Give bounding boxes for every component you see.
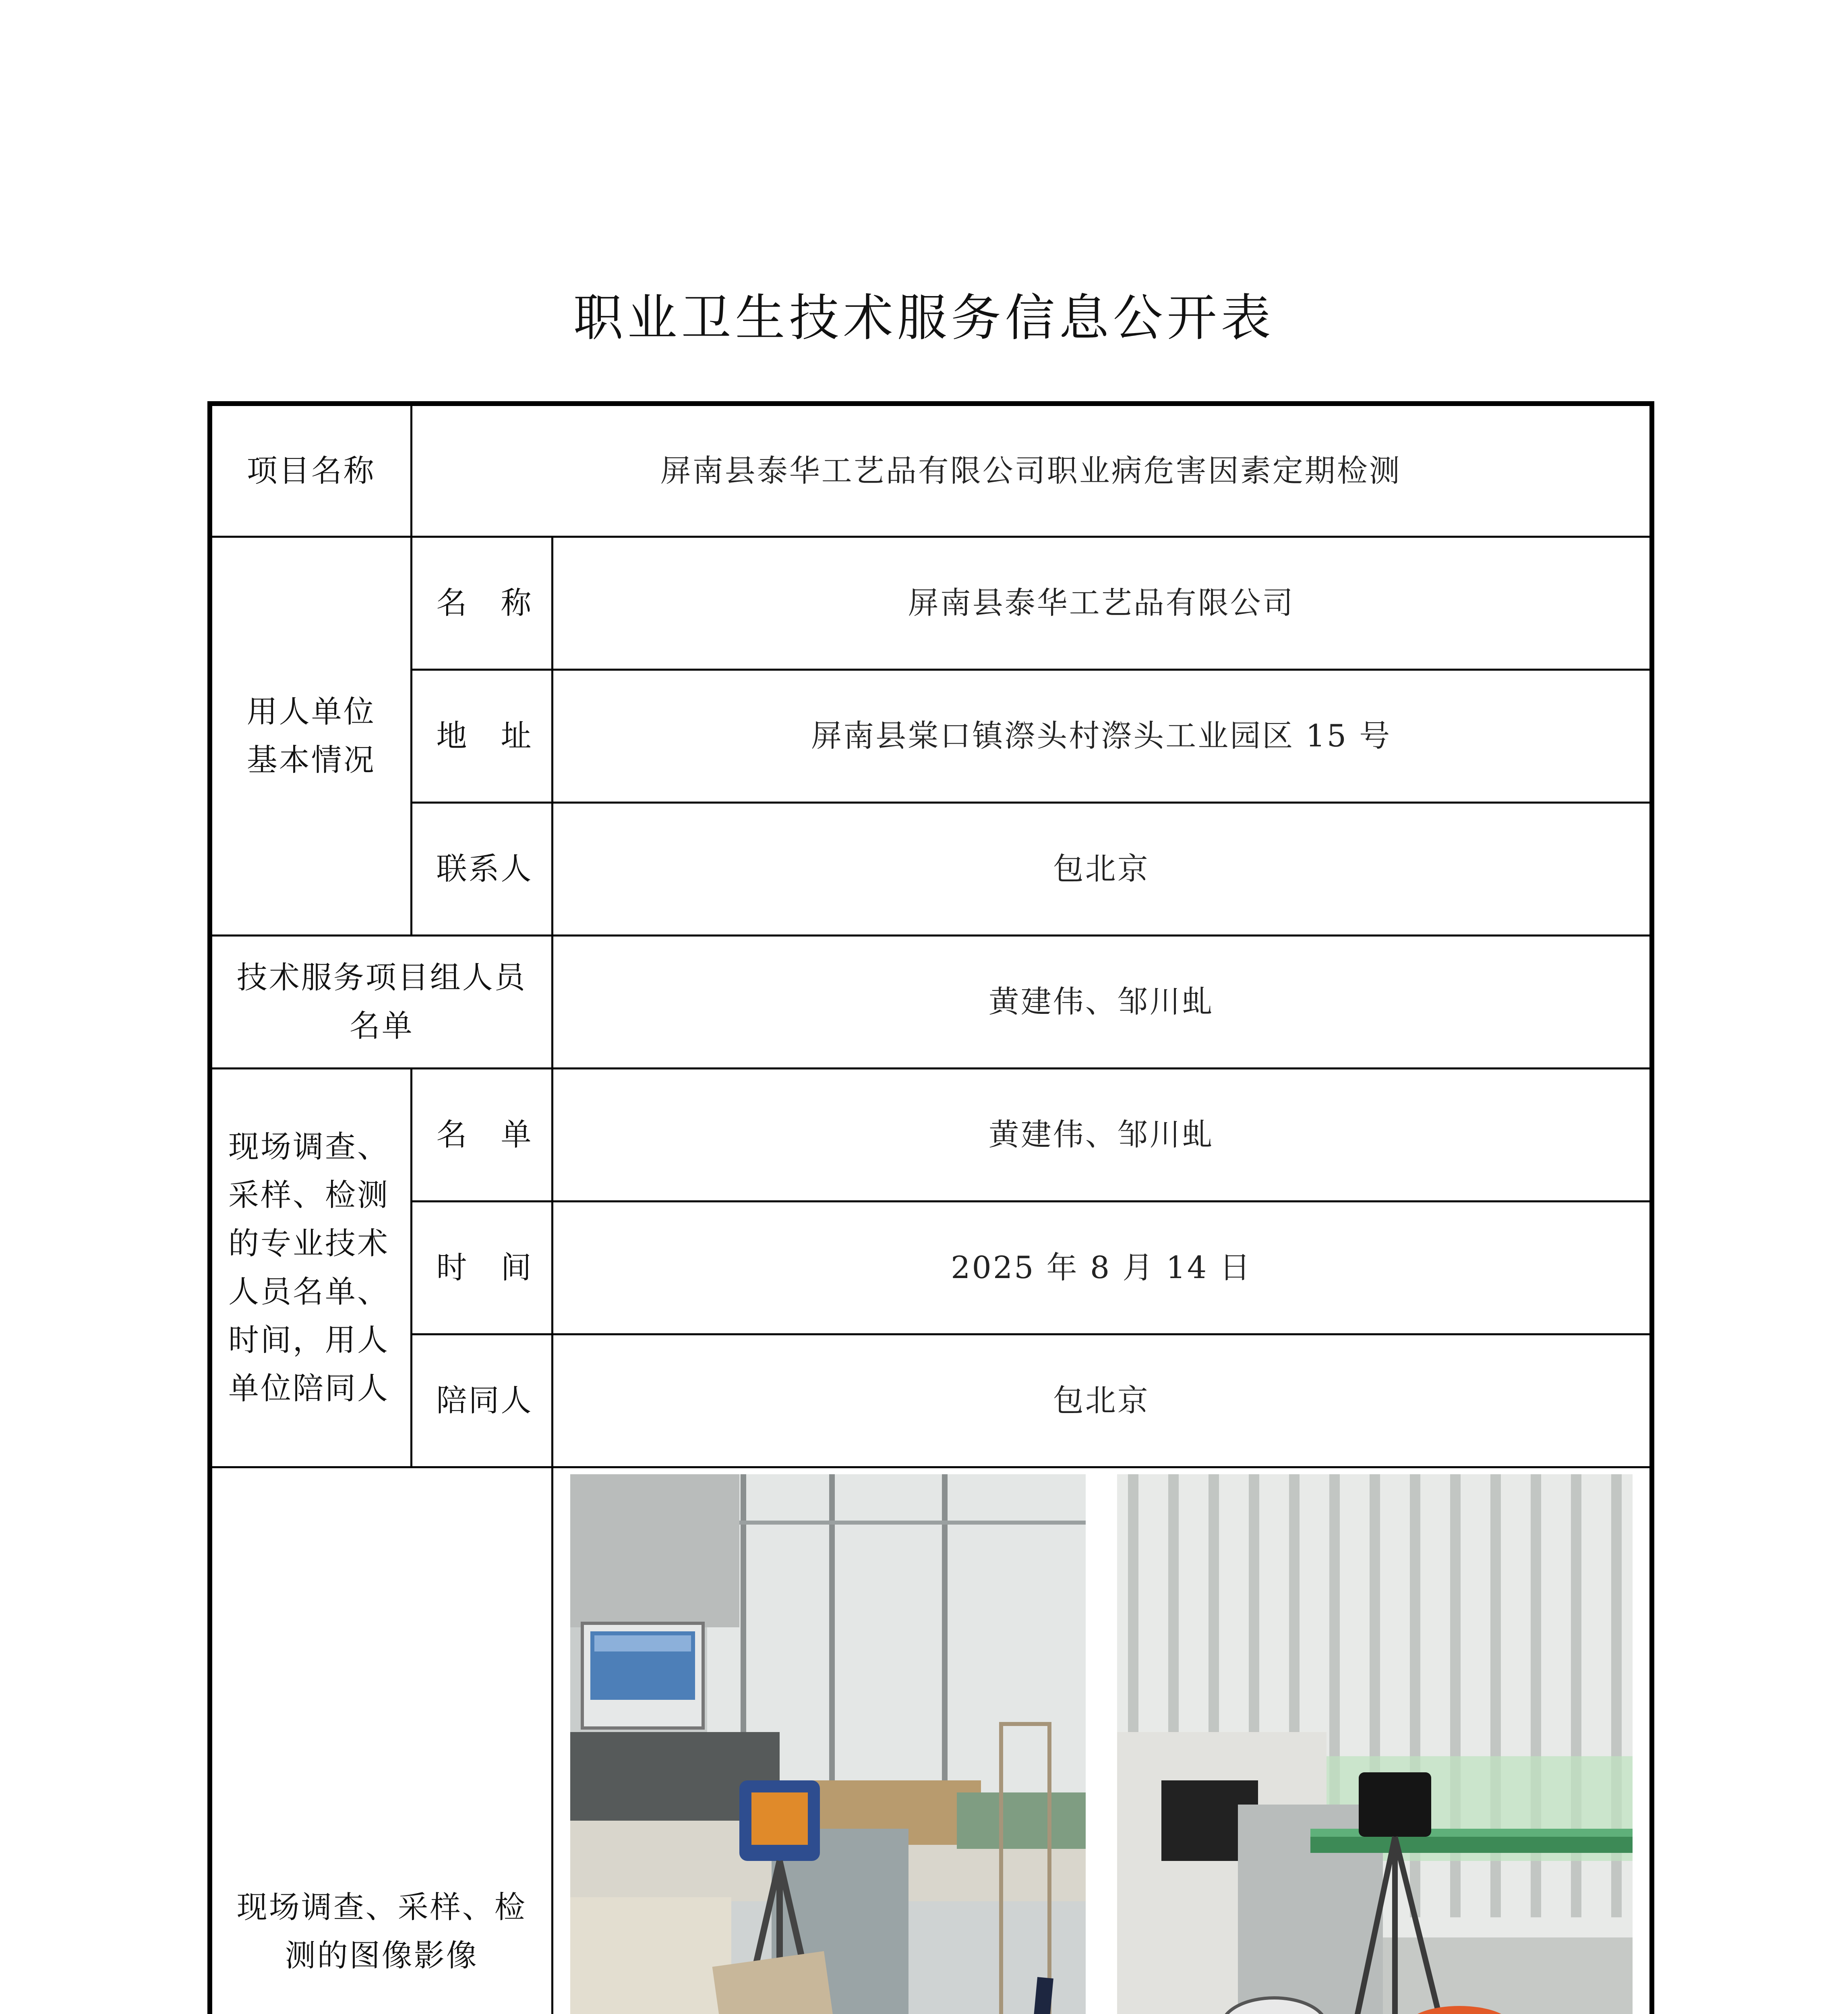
row-survey-escort [210,1334,1652,1467]
row-survey-time [210,1201,1652,1334]
survey-escort-value: 包北京 [552,1334,1652,1467]
images-cell [552,1467,1652,2014]
employer-address-label: 地 址 [411,669,552,802]
row-employer-name [210,537,1652,669]
row-project [210,404,1652,537]
row-images [210,1467,1652,2014]
employer-contact-label: 联系人 [411,802,552,935]
row-survey-list [210,1068,1652,1201]
row-employer-address [210,669,1652,802]
site-photo-1 [570,1474,1086,2014]
row-employer-contact [210,802,1652,935]
project-label: 项目名称 [210,404,411,537]
employer-address-value: 屏南县棠口镇漈头村漈头工业园区 15 号 [552,669,1652,802]
site-photo-2 [1117,1474,1633,2014]
images-label: 现场调查、采样、检测的图像影像 [210,1467,552,2014]
row-team [210,935,1652,1068]
project-value: 屏南县泰华工艺品有限公司职业病危害因素定期检测 [411,404,1652,537]
survey-escort-label: 陪同人 [411,1334,552,1467]
survey-time-label: 时 间 [411,1201,552,1334]
team-value: 黄建伟、邹川虬 [552,935,1652,1068]
employer-name-value: 屏南县泰华工艺品有限公司 [552,537,1652,669]
page-title: 职业卫生技术服务信息公开表 [573,289,1275,347]
employer-name-label: 名 称 [411,537,552,669]
survey-list-value: 黄建伟、邹川虬 [552,1068,1652,1201]
info-table [207,401,1654,2014]
survey-label: 现场调查、采样、检测的专业技术人员名单、时间，用人单位陪同人 [210,1068,411,1467]
survey-time-value: 2025 年 8 月 14 日 [552,1201,1652,1334]
employer-label: 用人单位基本情况 [210,537,411,935]
team-label: 技术服务项目组人员名单 [210,935,552,1068]
survey-list-label: 名 单 [411,1068,552,1201]
employer-contact-value: 包北京 [552,802,1652,935]
